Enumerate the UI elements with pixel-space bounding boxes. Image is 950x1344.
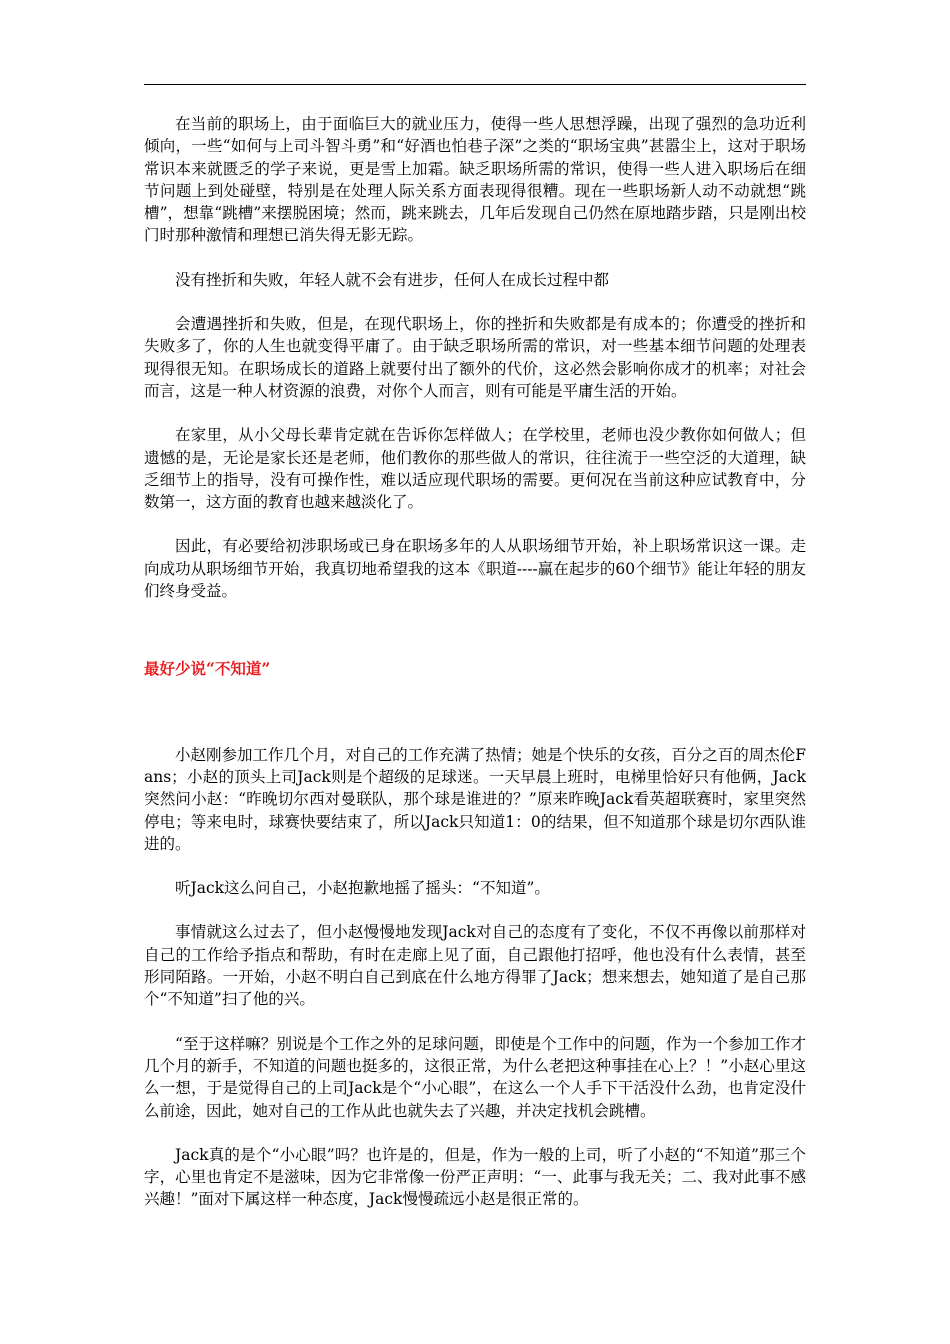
paragraph-intro-1: 在当前的职场上，由于面临巨大的就业压力，使得一些人思想浮躁，出现了强烈的急功近利倾向，一些“如何与上司斗智斗勇”和“好酒也怕巷子深”之类的“职场宝典”甚嚣尘上，这对于职场常识本来就匮乏的学子来说，更是雪上加霜。缺乏职场所需的常识，使得一些人进入职场后在细节问题上到处碰壁，特别是在处理人际关系方面表现得很糟。现在一些职场新人动不动就想“跳槽”，想靠“跳槽”来摆脱困境；然而，跳来跳去，几年后发现自己仍然在原地踏步踏，只是刚出校门时那种激情和理想已消失得无影无踪。: [144, 115, 806, 245]
header-rule: [144, 84, 806, 85]
paragraph-intro-5: 因此，有必要给初涉职场或已身在职场多年的人从职场细节开始，补上职场常识这一课。走向成功从职场细节开始，我真切地希望我的这本《职道----赢在起步的60个细节》能让年轻的朋友们终身受益。: [144, 537, 806, 601]
paragraph-story-3: 事情就这么过去了，但小赵慢慢地发现Jack对自己的态度有了变化，不仅不再像以前那样对自己的工作给予指点和帮助，有时在走廊上见了面，自己跟他打招呼，他也没有什么表情，甚至形同陌路。一开始，小赵不明白自己到底在什么地方得罪了Jack；想来想去，她知道了是自己那个“不知道”扫了他的兴。: [144, 923, 806, 1009]
paragraph-story-4: “至于这样嘛？别说是个工作之外的足球问题，即使是个工作中的问题，作为一个参加工作才几个月的新手，不知道的问题也挺多的，这很正常，为什么老把这种事挂在心上？！”小赵心里这么一想，于是觉得自己的上司Jack是个“小心眼”，在这么一个人手下干活没什么劲，也肯定没什么前途，因此，她对自己的工作从此也就失去了兴趣，并决定找机会跳槽。: [144, 1034, 806, 1120]
paragraph-intro-2: 没有挫折和失败，年轻人就不会有进步，任何人在成长过程中都: [175, 270, 610, 289]
paragraph-story-2: 听Jack这么问自己，小赵抱歉地摇了摇头：“不知道”。: [175, 879, 550, 898]
section-heading: 最好少说“不知道”: [144, 659, 271, 679]
document-body: [144, 113, 806, 1211]
paragraph-story-1: 小赵刚参加工作几个月，对自己的工作充满了热情；她是个快乐的女孩，百分之百的周杰伦Fans；小赵的顶头上司Jack则是个超级的足球迷。一天早晨上班时，电梯里恰好只有他俩，Jack突然问小赵：“昨晚切尔西对曼联队，那个球是谁进的？”原来昨晚Jack看英超联赛时，家里突然停电；等来电时，球赛快要结束了，所以Jack只知道1：0的结果，但不知道那个球是切尔西队谁进的。: [144, 745, 806, 853]
paragraph-story-5: Jack真的是个“小心眼”吗？也许是的，但是，作为一般的上司，听了小赵的“不知道”那三个字，心里也肯定不是滋味，因为它非常像一份严正声明：“一、此事与我无关；二、我对此事不感兴趣！”面对下属这样一种态度，Jack慢慢疏远小赵是很正常的。: [144, 1145, 806, 1209]
paragraph-intro-3: 会遭遇挫折和失败，但是，在现代职场上，你的挫折和失败都是有成本的；你遭受的挫折和失败多了，你的人生也就变得平庸了。由于缺乏职场所需的常识，对一些基本细节问题的处理表现得很无知。在职场成长的道路上就要付出了额外的代价，这必然会影响你成才的机率；对社会而言，这是一种人材资源的浪费，对你个人而言，则有可能是平庸生活的开始。: [144, 315, 806, 400]
paragraph-intro-4: 在家里，从小父母长辈肯定就在告诉你怎样做人；在学校里，老师也没少教你如何做人；但遗憾的是，无论是家长还是老师，他们教你的那些做人的常识，往往流于一些空泛的大道理，缺乏细节上的指导，没有可操作性，难以适应现代职场的需要。更何况在当前这种应试教育中，分数第一，这方面的教育也越来越淡化了。: [144, 426, 806, 512]
